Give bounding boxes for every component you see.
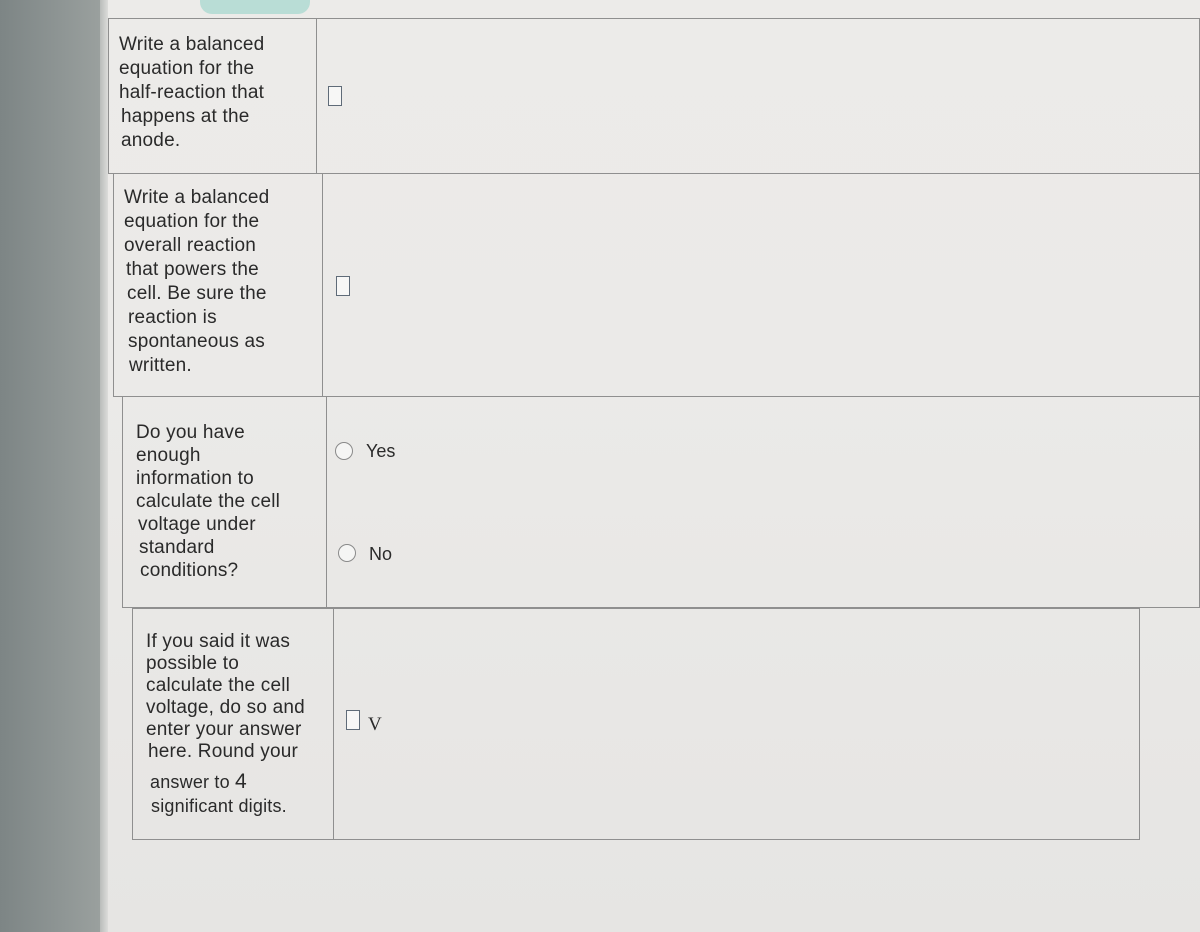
question-line: overall reaction <box>124 235 257 256</box>
question-line: half-reaction that <box>119 82 265 103</box>
question-line: calculate the cell <box>146 675 291 696</box>
question-line: equation for the <box>119 58 255 79</box>
row-anode-half-reaction <box>108 18 1200 174</box>
question-cell-voltage <box>146 631 305 817</box>
question-line: calculate the cell <box>136 491 281 512</box>
question-line: happens at the <box>121 106 250 127</box>
radio-yes[interactable] <box>335 442 353 460</box>
question-line: standard <box>139 537 215 558</box>
question-line: information to <box>136 468 254 489</box>
question-line: Do you have <box>136 422 245 443</box>
question-enough-information <box>136 421 280 582</box>
question-line: anode. <box>121 130 181 151</box>
question-line: cell. Be sure the <box>127 283 267 304</box>
question-line: Write a balanced <box>124 187 270 208</box>
question-line: significant digits. <box>151 796 287 816</box>
row-cell-voltage <box>132 608 1140 840</box>
question-line: voltage, do so and <box>146 697 305 718</box>
question-line: possible to <box>146 653 240 674</box>
question-line: enter your answer <box>146 719 302 740</box>
question-line: If you said it was <box>146 631 291 652</box>
radio-no[interactable] <box>338 544 356 562</box>
question-line: equation for the <box>124 211 260 232</box>
row-overall-reaction <box>113 174 1200 397</box>
question-line: reaction is <box>128 307 217 328</box>
question-line: written. <box>129 355 192 376</box>
significant-digits-number: 4 <box>235 770 247 793</box>
question-line: conditions? <box>140 560 239 581</box>
cell-voltage-input[interactable] <box>346 710 360 730</box>
question-line: voltage under <box>138 514 256 535</box>
question-line: here. Round your <box>148 741 299 762</box>
question-line: Write a balanced <box>119 34 265 55</box>
question-line: that powers the <box>126 259 259 280</box>
question-overall-reaction <box>124 186 269 378</box>
overall-equation-input[interactable] <box>336 276 350 296</box>
question-tail-prefix: answer to <box>150 772 236 792</box>
voltage-unit: V <box>368 714 382 735</box>
radio-no-label[interactable]: No <box>369 544 393 564</box>
question-line: enough <box>136 445 201 466</box>
radio-yes-label[interactable]: Yes <box>366 441 396 461</box>
question-line-tail <box>150 771 305 793</box>
question-line: spontaneous as <box>128 331 265 352</box>
row-enough-information <box>122 397 1200 608</box>
question-anode-half-reaction <box>119 33 264 153</box>
anode-equation-input[interactable] <box>328 86 342 106</box>
